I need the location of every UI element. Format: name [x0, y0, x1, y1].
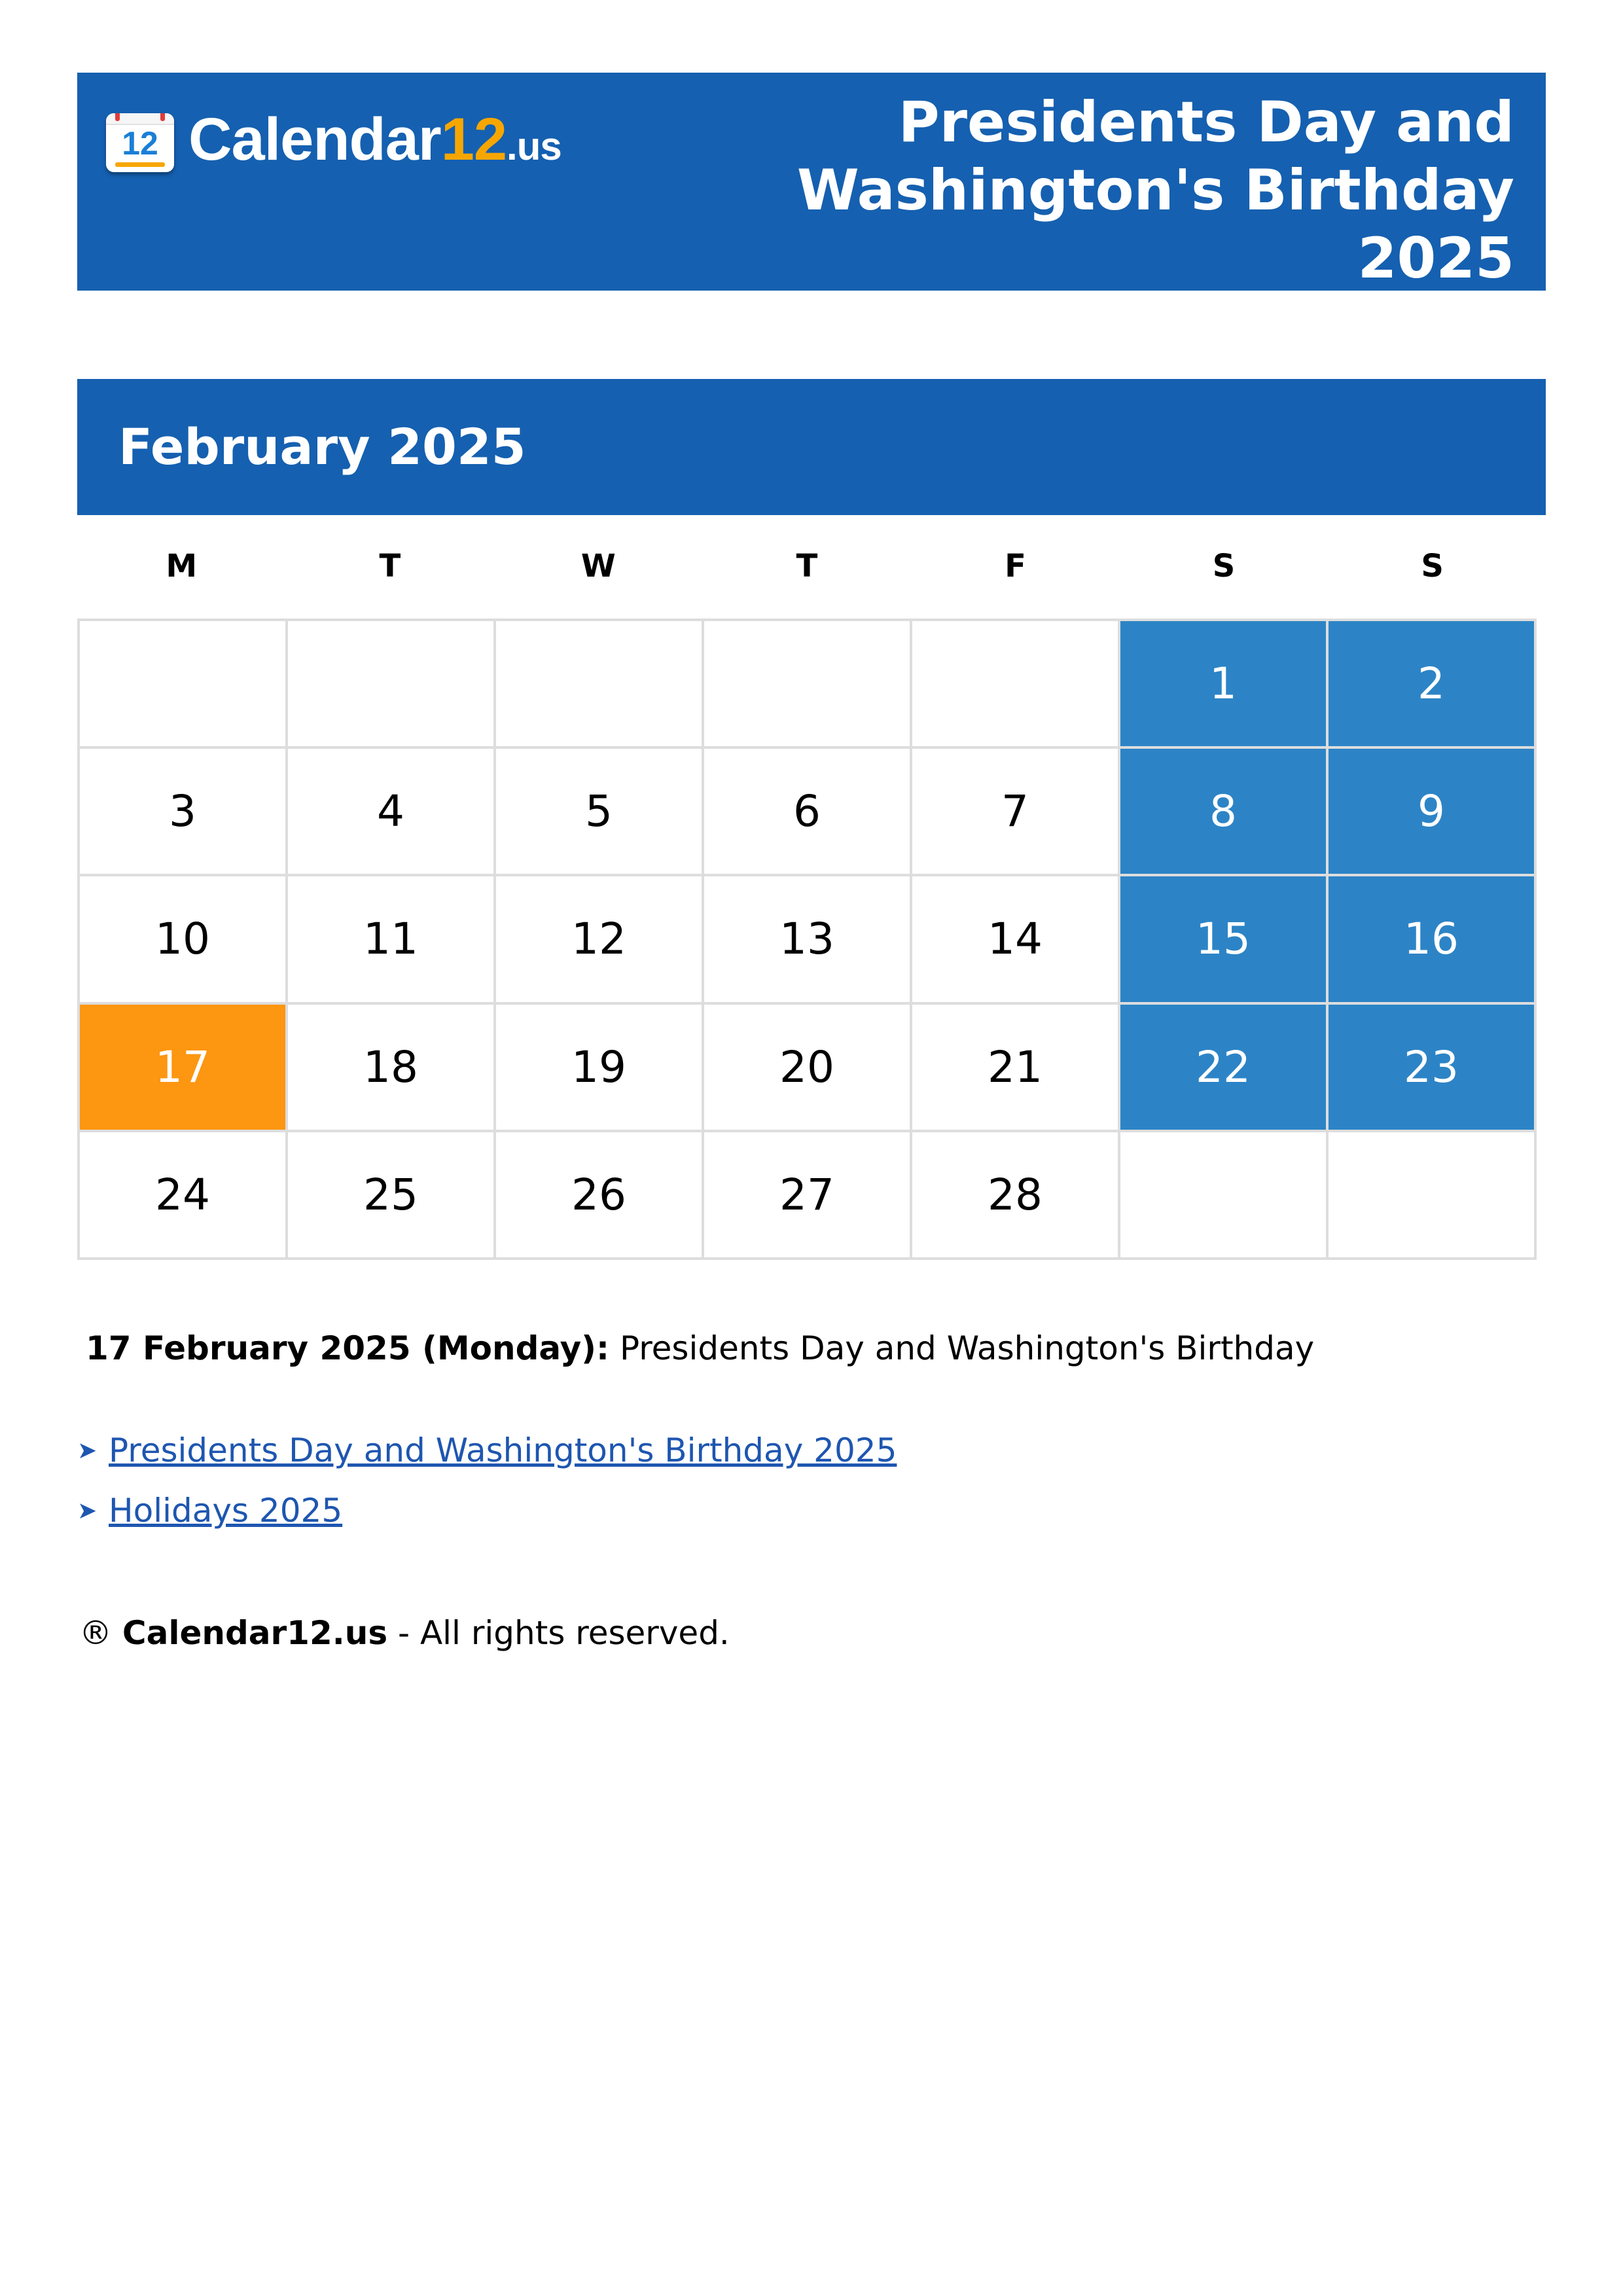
- day-cell: 12: [496, 876, 704, 1004]
- page-title: [729, 88, 1514, 293]
- day-cell-weekend: 15: [1120, 876, 1329, 1004]
- weekday-label: T: [379, 548, 401, 584]
- day-cell-empty: [704, 621, 912, 749]
- weekday-label: F: [1005, 548, 1026, 584]
- day-cell: 11: [288, 876, 496, 1004]
- day-cell-empty: [288, 621, 496, 749]
- link-row: [77, 1427, 897, 1474]
- day-cell: 20: [704, 1005, 912, 1132]
- brand-tld: .us: [507, 124, 562, 168]
- day-cell-weekend: 16: [1329, 876, 1537, 1004]
- day-cell: 26: [496, 1132, 704, 1260]
- footer-brand: Calendar12.us: [122, 1614, 388, 1652]
- holiday-date-label: 17 February 2025 (Monday):: [86, 1329, 610, 1367]
- arrow-right-icon: ➤: [77, 1437, 98, 1464]
- day-cell-empty: [912, 621, 1120, 749]
- day-cell: 27: [704, 1132, 912, 1260]
- weekday-label: T: [796, 548, 818, 584]
- related-links: [77, 1427, 897, 1547]
- day-cell: 13: [704, 876, 912, 1004]
- month-title: February 2025: [118, 418, 526, 476]
- link-holidays-2025[interactable]: Holidays 2025: [109, 1492, 343, 1530]
- registered-symbol: ®: [79, 1614, 112, 1652]
- page-title-line: Washington's Birthday: [796, 158, 1514, 223]
- arrow-right-icon: ➤: [77, 1497, 98, 1524]
- day-cell: 6: [704, 749, 912, 876]
- day-cell-weekend: 9: [1329, 749, 1537, 876]
- page-title-line: 2025: [1357, 226, 1514, 291]
- footer: [79, 1610, 730, 1656]
- site-logo[interactable]: [106, 107, 562, 179]
- day-cell: 10: [80, 876, 288, 1004]
- footer-text: - All rights reserved.: [398, 1614, 730, 1652]
- day-cell: 14: [912, 876, 1120, 1004]
- day-cell-weekend: 23: [1329, 1005, 1537, 1132]
- page-title-line: Presidents Day and: [898, 90, 1514, 155]
- month-header: [77, 379, 1546, 515]
- link-presidents-day-2025[interactable]: Presidents Day and Washington's Birthday 2025: [109, 1431, 897, 1469]
- day-cell-weekend: 1: [1120, 621, 1329, 749]
- weekday-header: [77, 530, 1537, 602]
- day-cell: 25: [288, 1132, 496, 1260]
- day-cell: 19: [496, 1005, 704, 1132]
- day-cell-empty: [496, 621, 704, 749]
- day-cell: 4: [288, 749, 496, 876]
- calendar-icon: [106, 113, 174, 172]
- weekday-label: M: [166, 548, 198, 584]
- day-cell: 3: [80, 749, 288, 876]
- day-cell-weekend: 2: [1329, 621, 1537, 749]
- day-cell: 28: [912, 1132, 1120, 1260]
- weekday-label: W: [580, 548, 616, 584]
- site-logo-text: [188, 103, 562, 183]
- calendar-icon-number: 12: [122, 125, 158, 162]
- day-cell-empty: [1120, 1132, 1329, 1260]
- weekday-label: S: [1421, 548, 1444, 584]
- day-cell: 5: [496, 749, 704, 876]
- day-cell: 18: [288, 1005, 496, 1132]
- day-cell-empty: [80, 621, 288, 749]
- page-header: [77, 73, 1546, 291]
- holiday-note: [86, 1325, 1314, 1371]
- holiday-name: Presidents Day and Washington's Birthday: [619, 1329, 1315, 1367]
- day-cell-weekend: 22: [1120, 1005, 1329, 1132]
- brand-prefix: Calendar: [188, 105, 441, 173]
- brand-number: 12: [440, 105, 507, 173]
- calendar-grid: [77, 619, 1537, 1260]
- day-cell: 7: [912, 749, 1120, 876]
- day-cell: 21: [912, 1005, 1120, 1132]
- weekday-label: S: [1212, 548, 1236, 584]
- day-cell-holiday: 17: [80, 1005, 288, 1132]
- day-cell-empty: [1329, 1132, 1537, 1260]
- day-cell: 24: [80, 1132, 288, 1260]
- link-row: [77, 1487, 897, 1534]
- day-cell-weekend: 8: [1120, 749, 1329, 876]
